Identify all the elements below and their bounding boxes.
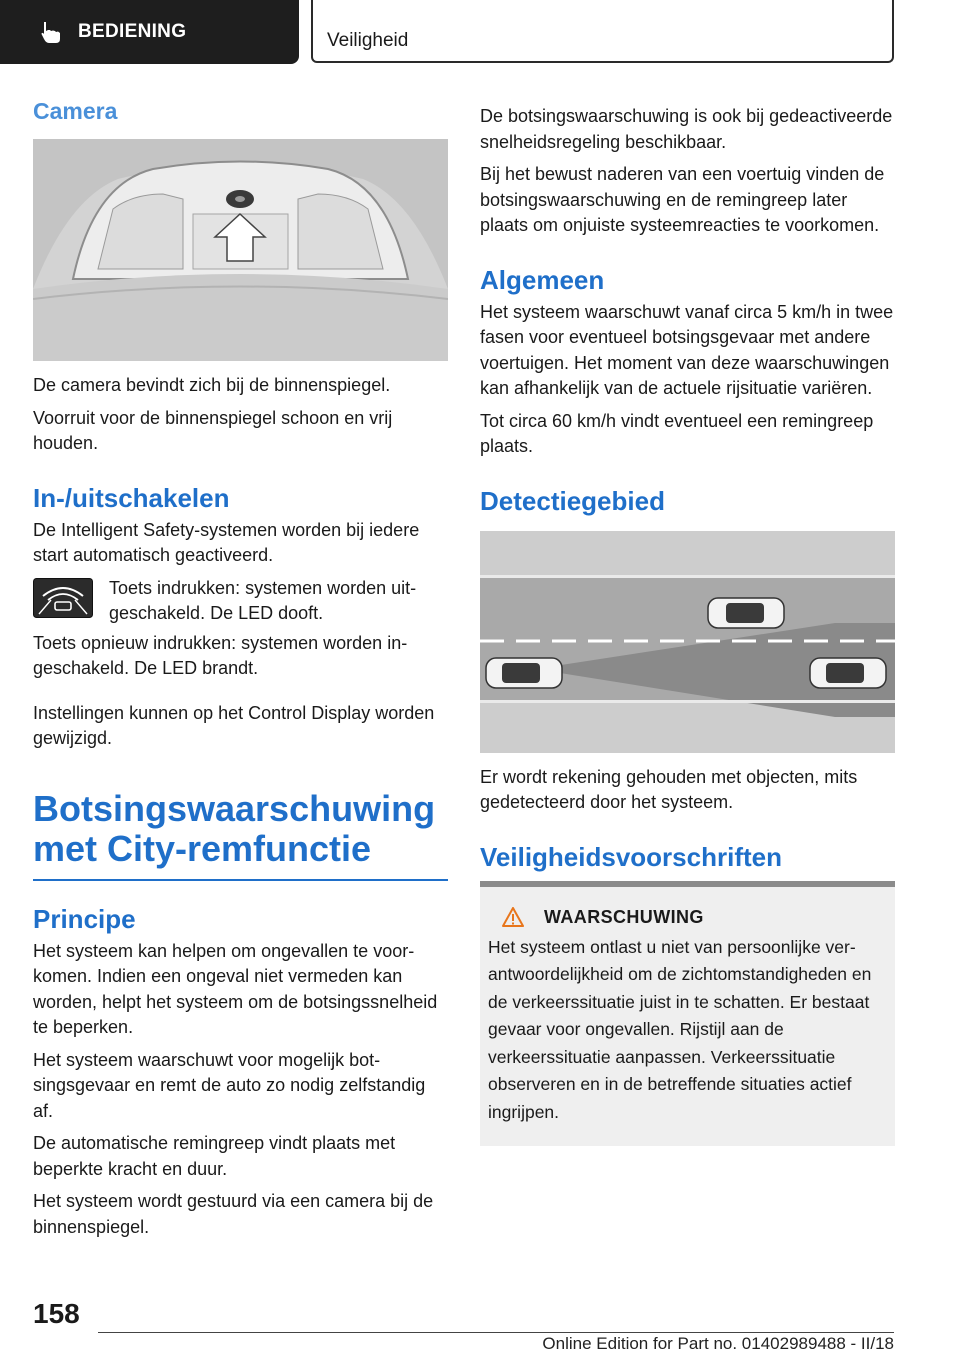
camera-text-1: De camera bevindt zich bij de binnenspiegel.	[33, 375, 391, 395]
heading-rule	[33, 879, 448, 881]
right-text-1: De botsingswaarschuwing is ook bij gedeactiveerde snelheidsregeling beschikbaar.	[480, 106, 893, 152]
main-heading-line-1: Botsingswaarschuwing	[33, 787, 436, 829]
chapter-label: Veiligheid	[327, 30, 409, 51]
principe-text-4: Het systeem wordt gestuurd via een camera bij de binnenspiegel.	[33, 1191, 434, 1237]
algemeen-heading: Algemeen	[480, 264, 605, 295]
section-tab	[0, 0, 299, 64]
page-number: 158	[33, 1298, 80, 1329]
warning-triangle-icon	[502, 907, 524, 927]
section-label: BEDIENING	[78, 21, 187, 42]
right-column	[480, 104, 895, 1146]
car-ahead-icon	[708, 598, 784, 628]
inuit-heading: In-/uitschakelen	[33, 482, 230, 513]
right-text-2: Bij het bewust naderen van een voertuig vinden de botsingswaarschuwing en de remingreep later plaats om onjuiste systeemreacties te voorkomen.	[480, 164, 885, 235]
camera-text-2: Voorruit voor de binnenspiegel schoon en vrij houden.	[33, 407, 393, 453]
main-heading-line-2: met City-remfunctie	[33, 827, 372, 869]
detection-area-illustration	[480, 531, 895, 753]
own-car-icon	[486, 658, 562, 688]
chapter-box	[311, 0, 894, 63]
camera-heading: Camera	[33, 98, 118, 124]
footer-edition: Online Edition for Part no. 01402989488 - II/18	[542, 1334, 894, 1353]
button-instruction-text: Toets indrukken: systemen worden uitgeschakeld. De LED dooft.	[109, 577, 417, 623]
principe-text-1: Het systeem kan helpen om ongevallen te voorkomen. Indien een ongeval niet vermeden kan worden, helpt het systeem om de botsingssnelheid te beperken.	[33, 940, 438, 1037]
button-instruction	[33, 576, 448, 627]
inuit-text-3: Instellingen kunnen op het Control Display worden gewijzigd.	[33, 702, 435, 748]
intelligent-safety-button-icon	[33, 578, 93, 618]
warning-text: Het systeem ontlast u niet van persoonlijke verantwoordelijkheid om de zichtomstandigheden en de verkeerssituatie juist in te schatten. Er bestaat gevaar voor ongevallen. Rijstijl aan de verkeerssituatie aanpassen. Verkeerssituatie observeren en in de betreffende situaties actief ingrijpen.	[488, 936, 872, 1122]
inuit-text-2: Toets opnieuw indrukken: systemen worden ingeschakeld. De LED brandt.	[33, 632, 408, 678]
camera-location-illustration	[33, 139, 448, 361]
detectie-heading: Detectiegebied	[480, 485, 665, 516]
detectie-text-1: Er wordt rekening gehouden met objecten, mits gedetecteerd door het systeem.	[480, 766, 858, 812]
algemeen-text-1: Het systeem waarschuwt vanaf circa 5 km/h in twee fasen voor eventueel botsingsgevaar met andere voertuigen. Het moment van deze waarschuwingen kan afhankelijk van de actuele rijsituatie variëren.	[480, 301, 894, 398]
warning-title: WAARSCHUWING	[544, 906, 704, 927]
warning-title-row	[502, 907, 887, 928]
veilig-heading: Veiligheidsvoorschriften	[480, 841, 782, 872]
algemeen-text-2: Tot circa 60 km/h vindt eventueel een remingreep plaats.	[480, 410, 874, 456]
inuit-text-1: De Intelligent Safety-systemen worden bij iedere start automatisch geactiveerd.	[33, 519, 420, 565]
car-front-icon	[810, 658, 886, 688]
principe-heading: Principe	[33, 903, 136, 934]
warning-box	[480, 887, 895, 1147]
hand-pointer-icon	[40, 20, 62, 44]
principe-text-2: Het systeem waarschuwt voor mogelijk botsingsgevaar en remt de auto zo nodig zelfstandig af.	[33, 1049, 426, 1121]
left-column	[33, 98, 448, 1247]
footer-rule	[98, 1332, 894, 1333]
principe-text-3: De automatische remingreep vindt plaats met beperkte kracht en duur.	[33, 1133, 396, 1179]
